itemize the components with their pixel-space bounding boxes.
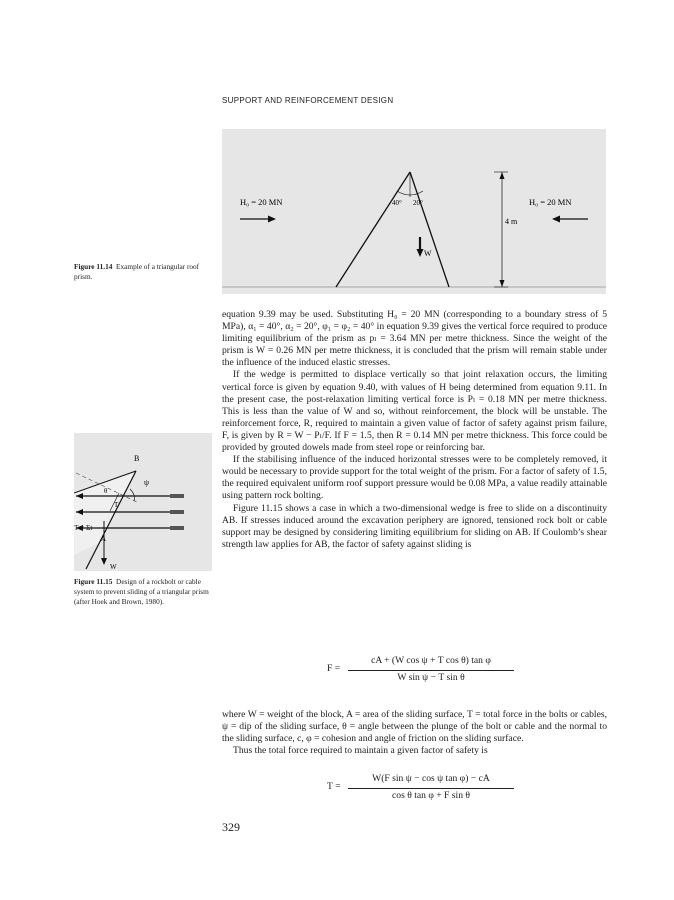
- equation-1-fraction-bar: [348, 670, 514, 671]
- anchor-1: [170, 494, 184, 498]
- caption-figure-11-14: [74, 262, 214, 282]
- caption-label: Figure 11.15: [74, 577, 113, 586]
- figure-11-15-sum-label: T = Σt: [74, 523, 93, 532]
- weight-label: W: [424, 249, 432, 258]
- h0-left-label: H₀ = 20 MN: [240, 197, 283, 207]
- label-a: A: [101, 535, 107, 543]
- height-arrow-top: [500, 172, 505, 179]
- height-label: 4 m: [505, 217, 518, 226]
- label-t: T: [114, 501, 119, 509]
- height-arrow-bottom: [500, 280, 505, 287]
- weight-arrowhead-15: [101, 558, 107, 565]
- weight-arrowhead: [417, 249, 424, 257]
- h0-right-label: H₀ = 20 MN: [529, 197, 572, 207]
- equation-2-numerator: W(F sin ψ − cos ψ tan φ) − cA: [372, 773, 490, 784]
- label-psi: ψ: [144, 478, 150, 487]
- page-number: 329: [222, 820, 240, 834]
- figure-11-14-diagram: [222, 129, 606, 294]
- paragraph-4: Figure 11.15 shows a case in which a two-dimensional wedge is free to slide on a discontinuity AB. If stresses induced around the excavation periphery are ignored, tensioned rock bolt or cable support may be designed by considering limiting equilibrium for sliding on AB. If Coulomb’s shear strength law applies for AB, the factor of safety against sliding is: [222, 502, 607, 550]
- psi-arc: [130, 489, 135, 501]
- angle-1-label: 40°: [392, 199, 402, 207]
- angle-2-label: 20°: [413, 199, 423, 207]
- caption-text: Example of a triangular roof prism.: [74, 262, 200, 281]
- anchor-2: [170, 510, 184, 514]
- paragraph-5: where W = weight of the block, A = area of the sliding surface, T = total force in the bolts or cables, ψ = dip of the sliding surface, θ = angle between the plunge of the bolt or cable and the normal to the sliding surface, c, φ = cohesion and angle of friction on the sliding surface.: [222, 709, 607, 745]
- figure-11-15-diagram: [74, 433, 212, 571]
- paragraph-2: If the wedge is permitted to displace vertically so that joint relaxation occurs, the limiting vertical force is given by equation 9.40, with values of H being determined from equation 9.11. In the present case, the post-relaxation limiting vertical force is Pₗ = 0.18 MN per metre thickness. This is less than the value of W and so, without reinforcement, the block will be unstable. The reinforcement force, R, required to maintain a given value of factor of safety against prism failure, F, is given by R = W − Pₗ/F. If F = 1.5, then R = 0.14 MN per metre thickness. This force could be provided by grouted dowels made from steel rope or reinforcing bar.: [222, 369, 607, 454]
- label-b: B: [134, 454, 140, 463]
- caption-figure-11-15: [74, 577, 214, 607]
- caption-label: Figure 11.14: [74, 262, 113, 271]
- label-w: W: [110, 563, 117, 571]
- caption-text: Design of a rockbolt or cable system to prevent sliding of a triangular prism (after Hoek and Brown, 1980).: [74, 577, 209, 606]
- equation-1-lhs: F =: [327, 663, 341, 674]
- paragraph-1: equation 9.39 may be used. Substituting H₀ = 20 MN (corresponding to a boundary stress of 5 MPa), α₁ = 40°, α₂ = 20°, φ₁ = φ₂ = 40° in equation 9.39 gives the vertical force required to produce limiting equilibrium of the prism as pₗ = 3.64 MN per metre thickness. Since the weight of the prism is W = 0.26 MN per metre thickness, it is concluded that the prism will remain stable under the influence of the induced elastic stresses.: [222, 309, 607, 369]
- equation-2-fraction-bar: [348, 788, 514, 789]
- prism-left-face: [336, 172, 410, 287]
- equation-1-numerator: cA + (W cos ψ + T cos θ) tan φ: [371, 655, 491, 666]
- equation-total-force: [222, 773, 607, 803]
- equation-1-denominator: W sin ψ − T sin θ: [397, 672, 465, 683]
- figure-11-15: [74, 433, 212, 571]
- prism-right-face: [410, 172, 449, 287]
- equation-factor-of-safety: [222, 655, 607, 685]
- equation-2-denominator: cos θ tan φ + F sin θ: [392, 790, 470, 801]
- figure-11-14: [222, 129, 606, 294]
- body-text-lower: [222, 709, 607, 757]
- label-theta: θ: [104, 487, 108, 495]
- h0-right-arrowhead: [552, 216, 560, 223]
- running-header: SUPPORT AND REINFORCEMENT DESIGN: [222, 96, 394, 105]
- body-text-upper: [222, 309, 607, 551]
- anchor-3: [170, 526, 184, 530]
- h0-left-arrowhead: [268, 216, 276, 223]
- paragraph-6: Thus the total force required to maintain a given factor of safety is: [233, 745, 488, 757]
- equation-2-lhs: T =: [327, 781, 341, 792]
- paragraph-3: If the stabilising influence of the induced horizontal stresses were to be completely removed, it would be necessary to provide support for the total weight of the prism. For a factor of safety of 1.5, the required equivalent uniform roof support pressure would be 0.08 MPa, a value readily attainable using pattern rock bolting.: [222, 454, 607, 502]
